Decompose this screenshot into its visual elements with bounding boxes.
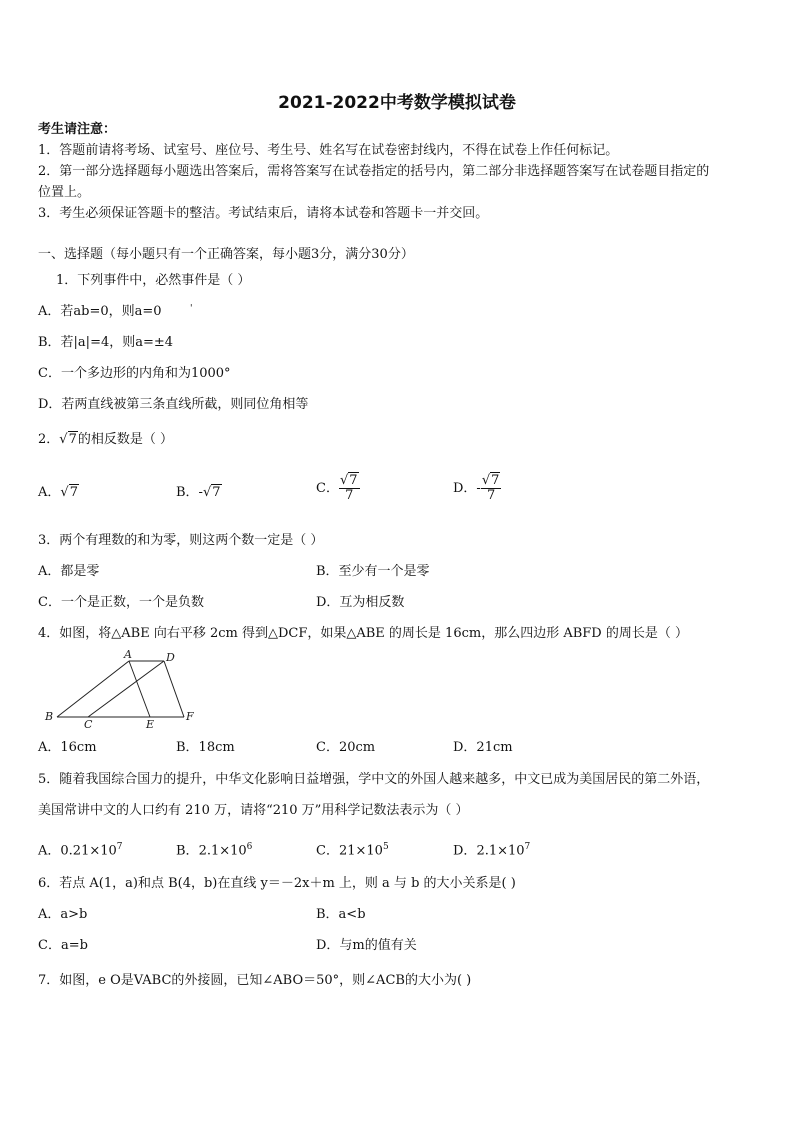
question-3-stem: 3．两个有理数的和为零，则这两个数一定是（ ） xyxy=(38,533,324,548)
q3-option-a: A．都是零 xyxy=(38,564,100,579)
q6-option-b: B．a<b xyxy=(316,907,366,922)
sqrt-expression: √7 xyxy=(60,485,78,500)
segment-ae xyxy=(129,661,150,717)
sqrt-expression: √7 xyxy=(202,485,221,500)
point-label-f: F xyxy=(186,710,194,723)
option-base: 0.21×10 xyxy=(60,843,117,859)
q2-prefix: 2． xyxy=(38,432,60,447)
q2-option-c xyxy=(316,474,360,503)
fraction: $\frac{√7}{7}$ xyxy=(339,473,358,503)
segment-ba xyxy=(57,661,129,717)
question-5-stem: 5．随着我国综合国力的提升，中华文化影响日益增强，学中文的外国人越来越多，中文已成为美国居民的第二外语， xyxy=(38,772,710,787)
notice-item: 1．答题前请将考场、试室号、座位号、考生号、姓名写在试卷密封线内，不得在试卷上作任何标记。 xyxy=(38,143,619,158)
q6-option-c: C．a=b xyxy=(38,938,88,953)
segment-df xyxy=(164,661,184,717)
fraction: $\frac{√7}{7}$ xyxy=(481,473,500,503)
question-2-stem xyxy=(38,431,173,449)
radicand: 7 xyxy=(68,432,77,447)
option-label: B．- xyxy=(176,485,203,500)
question-4-stem: 4．如图，将△ABE 向右平移 2cm 得到△DCF，如果△ABE 的周长是 16cm，那么四边形 ABFD 的周长是（ ） xyxy=(38,626,688,641)
option-exponent: 7 xyxy=(116,842,123,852)
q1-option-d: D．若两直线被第三条直线所截，则同位角相等 xyxy=(38,397,309,412)
translation-figure xyxy=(40,648,200,730)
point-label-d: D xyxy=(166,651,175,664)
page-title: 2021-2022中考数学模拟试卷 xyxy=(278,93,516,113)
q2-suffix: 的相反数是（ ） xyxy=(77,432,173,447)
q3-option-b: B．至少有一个是零 xyxy=(316,564,430,579)
q2-option-a xyxy=(38,484,79,502)
q1-option-c: C．一个多边形的内角和为1000° xyxy=(38,366,231,381)
option-base: 2.1×10 xyxy=(198,843,247,859)
denominator: 7 xyxy=(486,488,496,503)
option-label: C． xyxy=(316,481,339,496)
q5-option-c xyxy=(316,838,389,860)
question-6-stem: 6．若点 A(1，a)和点 B(4，b)在直线 y＝－2x＋m 上，则 a 与 b 的大小关系是( ) xyxy=(38,876,516,891)
q4-option-c: C．20cm xyxy=(316,740,376,755)
sqrt-expression: √7 xyxy=(59,432,77,447)
option-label: D．- xyxy=(453,481,481,496)
q3-option-d: D．互为相反数 xyxy=(316,595,405,610)
radicand: 7 xyxy=(69,485,78,500)
q3-option-c: C．一个是正数，一个是负数 xyxy=(38,595,204,610)
question-1-stem: 1．下列事件中，必然事件是（ ） xyxy=(56,273,251,288)
option-label: B． xyxy=(176,843,199,859)
q1-option-a: A．若ab=0，则a=0 xyxy=(38,304,162,319)
option-exponent: 6 xyxy=(246,842,253,852)
q4-option-d: D．21cm xyxy=(453,740,513,755)
notice-item: 2．第一部分选择题每小题选出答案后，需将答案写在试卷指定的括号内，第二部分非选择题答案写在试卷题目指定的 xyxy=(38,164,710,179)
point-label-b: B xyxy=(45,710,54,723)
option-base: 2.1×10 xyxy=(476,843,525,859)
radicand: 7 xyxy=(491,473,500,488)
radicand: 7 xyxy=(212,485,221,500)
denominator: 7 xyxy=(345,488,354,503)
q5-option-a xyxy=(38,838,123,860)
notice-item: 位置上。 xyxy=(38,185,91,200)
q5-option-d xyxy=(453,838,530,860)
stray-mark: ' xyxy=(190,304,193,314)
option-label: C． xyxy=(316,843,339,859)
question-7-stem: 7．如图，e O是VABC的外接圆，已知∠ABO＝50°，则∠ACB的大小为( ) xyxy=(38,973,472,988)
notice-heading: 考生请注意： xyxy=(38,122,117,137)
point-label-a: A xyxy=(124,648,132,661)
segment-dc xyxy=(88,661,164,717)
section-heading: 一、选择题（每小题只有一个正确答案，每小题3分，满分30分） xyxy=(38,247,414,262)
option-exponent: 7 xyxy=(524,842,531,852)
option-label: A． xyxy=(38,843,61,859)
q5-option-b xyxy=(176,838,252,860)
question-5-stem-cont: 美国常讲中文的人口约有 210 万，请将“210 万”用科学记数法表示为（ ） xyxy=(38,803,469,818)
q1-option-b: B．若|a|=4，则a=±4 xyxy=(38,335,174,350)
option-label: A． xyxy=(38,485,61,500)
option-label: D． xyxy=(453,843,477,859)
q6-option-a: A．a>b xyxy=(38,907,88,922)
point-label-c: C xyxy=(84,718,93,730)
option-exponent: 5 xyxy=(382,842,389,852)
q6-option-d: D．与m的值有关 xyxy=(316,938,417,953)
option-base: 21×10 xyxy=(338,843,383,859)
q4-option-a: A．16cm xyxy=(38,740,97,755)
q2-option-b xyxy=(176,484,222,502)
q4-option-b: B．18cm xyxy=(176,740,235,755)
notice-item: 3．考生必须保证答题卡的整洁。考试结束后，请将本试卷和答题卡一并交回。 xyxy=(38,206,489,221)
point-label-e: E xyxy=(146,718,155,730)
radicand: 7 xyxy=(349,473,358,488)
q2-option-d xyxy=(453,474,501,503)
